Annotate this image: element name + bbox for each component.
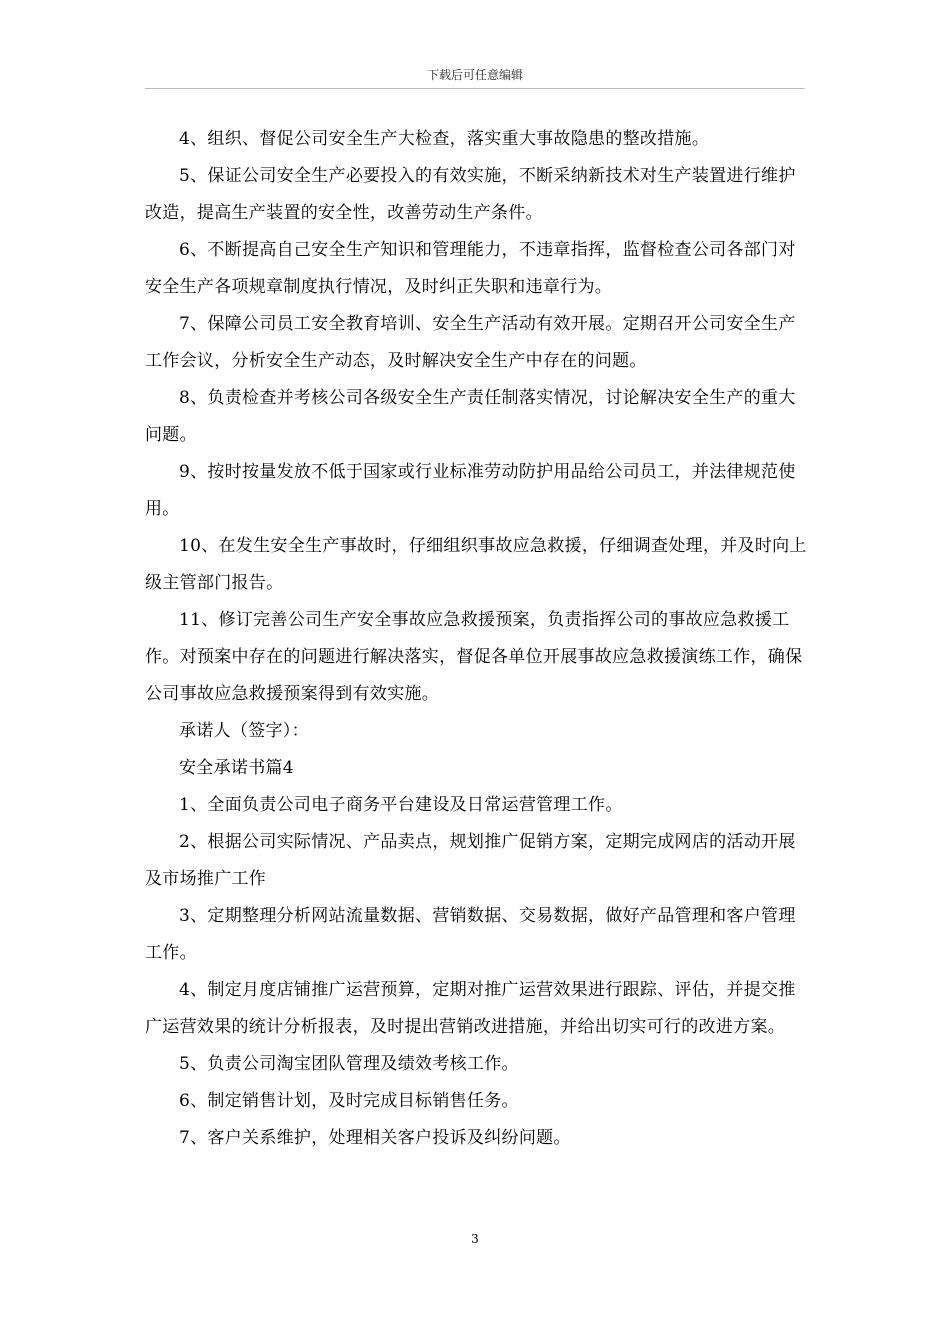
paragraph: 7、客户关系维护，处理相关客户投诉及纠纷问题。: [179, 1128, 571, 1148]
paragraph: 9、按时按量发放不低于国家或行业标准劳动防护用品给公司员工，并法律规范使用。: [145, 462, 796, 519]
paragraph: 3、定期整理分析网站流量数据、营销数据、交易数据，做好产品管理和客户管理工作。: [145, 906, 796, 963]
paragraph: 11、修订完善公司生产安全事故应急救援预案，负责指挥公司的事故应急救援工作。对预案中存在的问题进行解决落实，督促各单位开展事故应急救援演练工作，确保公司事故应急救援预案得到有效实施。: [145, 610, 803, 704]
paragraph: 6、不断提高自己安全生产知识和管理能力，不违章指挥，监督检查公司各部门对安全生产各项规章制度执行情况，及时纠正失职和违章行为。: [145, 240, 796, 297]
header-divider: [145, 88, 805, 89]
section-title: 安全承诺书篇4: [179, 758, 294, 778]
paragraph: 4、制定月度店铺推广运营预算，定期对推广运营效果进行跟踪、评估，并提交推广运营效果的统计分析报表，及时提出营销改进措施，并给出切实可行的改进方案。: [145, 980, 796, 1037]
paragraph: 10、在发生安全生产事故时，仔细组织事故应急救援，仔细调查处理，并及时向上级主管部门报告。: [145, 536, 807, 593]
paragraph: 4、组织、督促公司安全生产大检查，落实重大事故隐患的整改措施。: [179, 129, 710, 149]
signature-line: 承诺人（签字）：: [179, 721, 309, 741]
paragraph: 2、根据公司实际情况、产品卖点，规划推广促销方案，定期完成网店的活动开展及市场推广工作: [145, 832, 796, 889]
paragraph: 5、保证公司安全生产必要投入的有效实施，不断采纳新技术对生产装置进行维护改造，提高生产装置的安全性，改善劳动生产条件。: [145, 166, 796, 223]
paragraph: 5、负责公司淘宝团队管理及绩效考核工作。: [179, 1054, 519, 1074]
page-number: 3: [471, 1232, 479, 1246]
paragraph: 7、保障公司员工安全教育培训、安全生产活动有效开展。定期召开公司安全生产工作会议，分析安全生产动态，及时解决安全生产中存在的问题。: [145, 314, 796, 371]
page-header: 下载后可任意编辑: [426, 68, 523, 82]
paragraph: 8、负责检查并考核公司各级安全生产责任制落实情况，讨论解决安全生产的重大问题。: [145, 388, 796, 445]
document-body: [145, 121, 810, 1157]
paragraph: 6、制定销售计划，及时完成目标销售任务。: [179, 1091, 519, 1111]
paragraph: 1、全面负责公司电子商务平台建设及日常运营管理工作。: [179, 795, 623, 815]
